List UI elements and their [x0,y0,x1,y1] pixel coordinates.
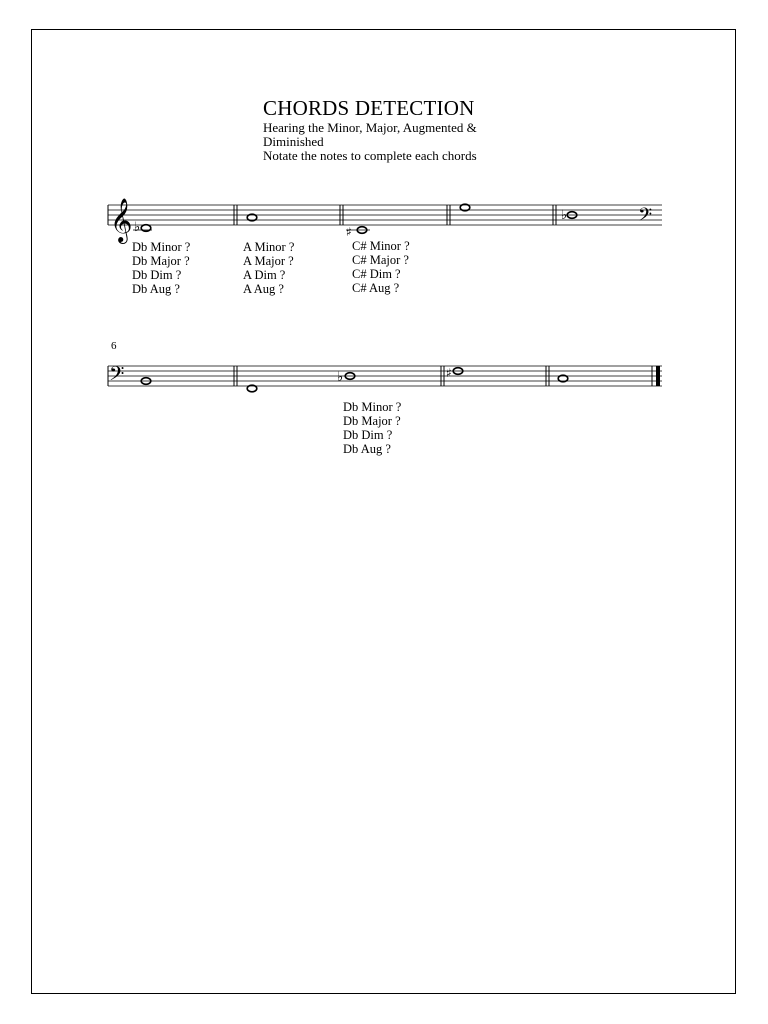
measure-number: 6 [111,340,117,352]
chord-labels-a [243,240,294,296]
chord-labels-csharp [352,239,410,295]
bass-clef-icon: 𝄢 [109,362,125,390]
label-db-major: Db Major ? [343,414,401,428]
label-db-aug: Db Aug ? [343,442,391,456]
label-csharp-aug: C# Aug ? [352,281,400,295]
label-db-minor: Db Minor ? [132,240,191,254]
label-a-dim: A Dim ? [243,268,286,282]
label-db-dim: Db Dim ? [343,428,393,442]
label-db-aug: Db Aug ? [132,282,180,296]
subtitle-line-1: Hearing the Minor, Major, Augmented & [263,120,477,135]
label-csharp-dim: C# Dim ? [352,267,401,281]
label-db-dim: Db Dim ? [132,268,182,282]
label-a-aug: A Aug ? [243,282,284,296]
treble-clef-icon: 𝄞 [110,198,133,242]
subtitle-line-2: Diminished [263,134,324,149]
label-csharp-major: C# Major ? [352,253,409,267]
flat-icon: ♭ [337,370,344,385]
chord-labels-db [132,240,190,296]
bass-clef-icon: 𝄢 [638,205,653,230]
sharp-icon: ♯ [446,366,452,380]
label-db-minor: Db Minor ? [343,400,402,414]
staff-system-2 [108,366,662,386]
flat-icon: ♭ [134,220,141,235]
sharp-icon: ♯ [346,225,352,239]
staff-system-1 [108,205,662,225]
instructions-line: Notate the notes to complete each chords [263,148,477,163]
label-db-major: Db Major ? [132,254,190,268]
label-a-minor: A Minor ? [243,240,295,254]
label-csharp-minor: C# Minor ? [352,239,410,253]
label-a-major: A Major ? [243,254,294,268]
flat-icon: ♭ [561,208,568,223]
page-title: CHORDS DETECTION [263,96,475,120]
chord-labels-db-2 [343,400,401,456]
